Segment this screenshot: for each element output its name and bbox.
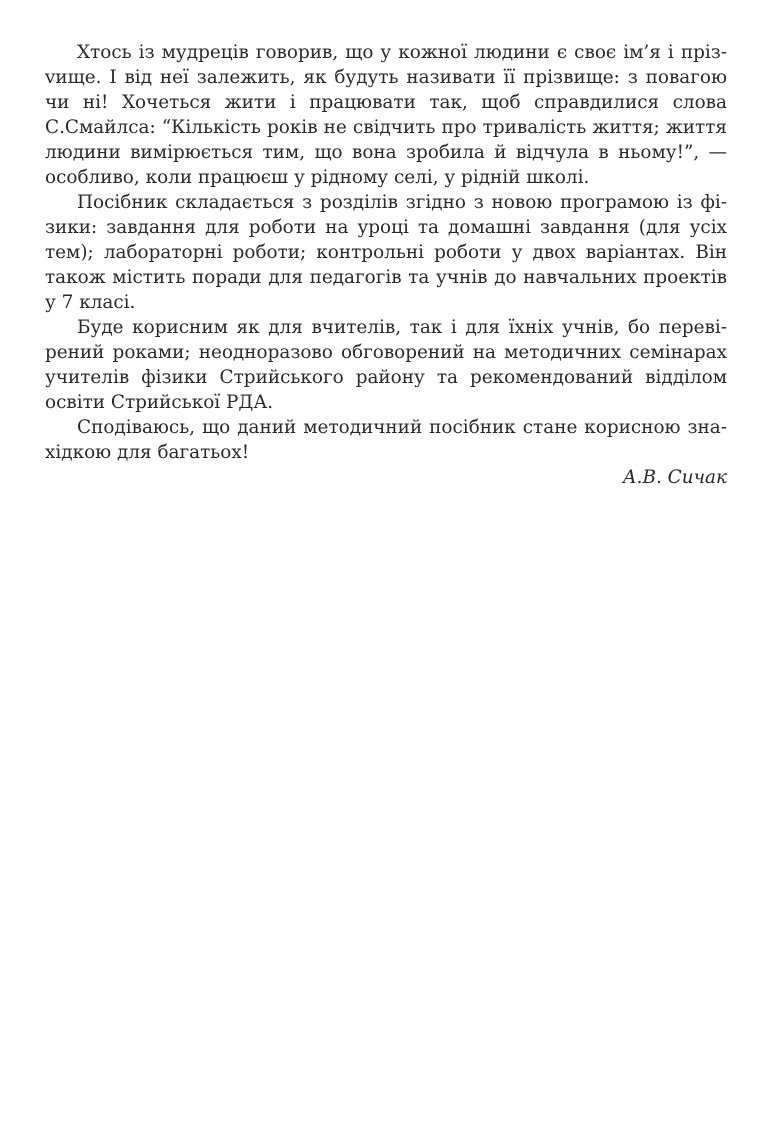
paragraph-intro: Хтось із мудреців говорив, що у кожної людини є своє ім’я і прізvище. І від неї залежить, як будуть називати її прізвище: з повагою чи ні! Хочеться жити і працювати так, щоб справдилися слова С.Смайлса: “Кількість років не свідчить про тривалість життя; життя людини вимірюється тим, що вона зробила й відчула в ньому!”, — особливо, коли працюєш у рідному селі, у рідній школі.	[45, 42, 727, 188]
paragraph-structure: Посібник складається з розділів згідно з новою програмою із фізики: завдання для роботи на уроці та домашні завдання (для усіх тем); лабораторні роботи; контрольні роботи у двох варіантах. Він також містить поради для педагогів та учнів до навчальних проектів у 7 класі.	[45, 192, 727, 313]
document-page	[45, 40, 727, 490]
paragraph-usefulness: Буде корисним як для вчителів, так і для їхніх учнів, бо перевірений роками; неодноразово обговорений на методичних семінарах учителів фізики Стрийського району та рекомендований відділом освіти Стрийської РДА.	[45, 317, 727, 413]
author-signature: А.В. Сичак	[622, 467, 727, 488]
paragraph-closing: Сподіваюсь, що даний методичний посібник стане корисною знахідкою для багатьох!	[45, 417, 727, 463]
